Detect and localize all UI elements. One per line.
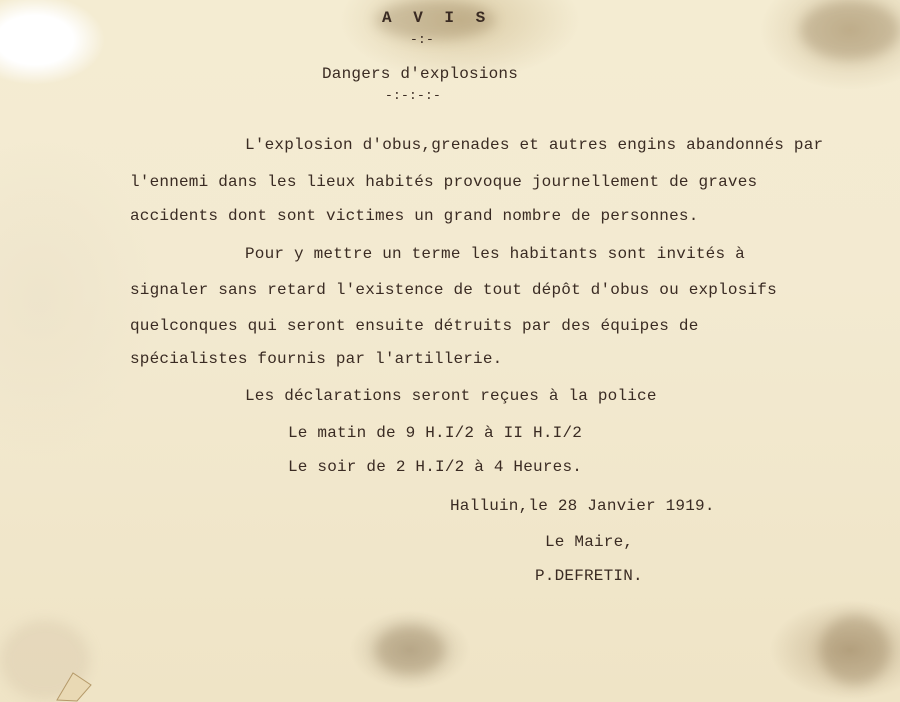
signature-name: P.DEFRETIN. <box>535 567 643 585</box>
body-line: quelconques qui seront ensuite détruits par des équipes de <box>130 317 699 335</box>
notice-subtitle: Dangers d'explosions <box>322 65 519 83</box>
body-line: l'ennemi dans les lieux habités provoque journellement de graves <box>130 173 758 191</box>
torn-corner-mark <box>55 665 95 702</box>
paper-stain <box>375 625 445 675</box>
body-line: L'explosion d'obus,grenades et autres engins abandonnés par <box>245 136 824 154</box>
heading-divider: -:- <box>410 32 435 47</box>
body-line: accidents dont sont victimes un grand nombre de personnes. <box>130 207 699 225</box>
body-line: Les déclarations seront reçues à la police <box>245 387 657 405</box>
signature-title: Le Maire, <box>545 533 634 551</box>
body-line: Le soir de 2 H.I/2 à 4 Heures. <box>288 458 583 476</box>
date-line: Halluin,le 28 Janvier 1919. <box>450 497 715 515</box>
notice-heading: A V I S <box>382 9 492 27</box>
body-line: spécialistes fournis par l'artillerie. <box>130 350 503 368</box>
body-line: Le matin de 9 H.I/2 à II H.I/2 <box>288 424 583 442</box>
paper-stain <box>800 0 900 60</box>
body-line: signaler sans retard l'existence de tout dépôt d'obus ou explosifs <box>130 281 777 299</box>
subtitle-divider: -:-:-:- <box>385 88 442 103</box>
body-line: Pour y mettre un terme les habitants sont invités à <box>245 245 745 263</box>
paper-stain <box>820 615 890 685</box>
